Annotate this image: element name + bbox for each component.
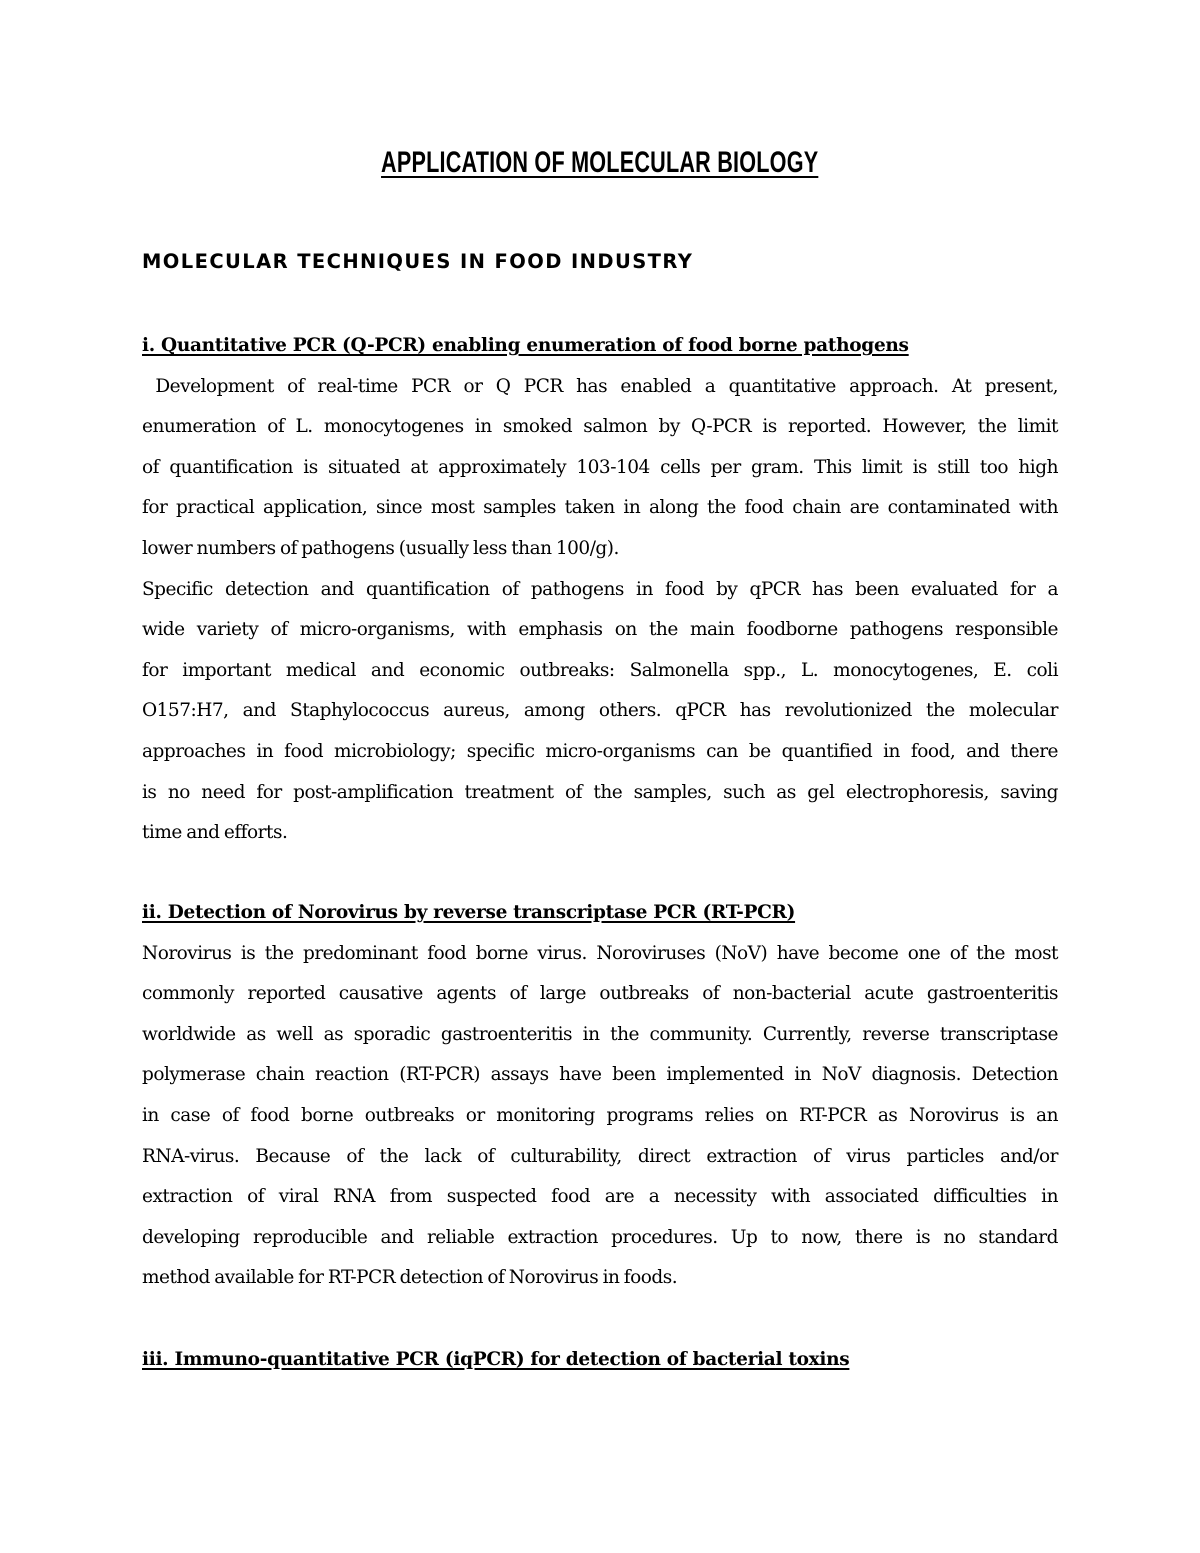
text-line: Specific detection and quantification of pathogens in food by qPCR has been evaluated for a	[142, 578, 1058, 600]
text-line: for practical application, since most samples taken in along the food chain are contaminated with	[142, 497, 1058, 519]
text-line: approaches in food microbiology; specific micro-organisms can be quantified in food, and there	[142, 740, 1058, 762]
text-line: worldwide as well as sporadic gastroenteritis in the community. Currently, reverse transcriptase	[142, 1023, 1058, 1045]
text-line: O157:H7, and Staphylococcus aureus, among others. qPCR has revolutionized the molecular	[142, 700, 1058, 722]
page-title	[0, 146, 1200, 180]
text-line: extraction of viral RNA from suspected food are a necessity with associated difficulties in	[142, 1186, 1058, 1208]
text-line: in case of food borne outbreaks or monitoring programs relies on RT-PCR as Norovirus is an	[142, 1104, 1058, 1126]
section-heading: ii. Detection of Norovirus by reverse transcriptase PCR (RT-PCR)	[142, 902, 796, 923]
text-line: polymerase chain reaction (RT-PCR) assays have been implemented in NoV diagnosis. Detection	[142, 1064, 1058, 1086]
text-line: for important medical and economic outbreaks: Salmonella spp., L. monocytogenes, E. coli	[142, 659, 1058, 681]
subtitle: MOLECULAR TECHNIQUES IN FOOD INDUSTRY	[142, 250, 694, 273]
text-line: time and efforts.	[142, 822, 288, 844]
text-line: commonly reported causative agents of large outbreaks of non-bacterial acute gastroenteritis	[142, 983, 1058, 1005]
text-line: lower numbers of pathogens (usually less than 100/g).	[142, 537, 619, 559]
text-line: wide variety of micro-organisms, with emphasis on the main foodborne pathogens responsible	[142, 619, 1058, 641]
section-qpcr	[142, 326, 1058, 854]
text-line: developing reproducible and reliable extraction procedures. Up to now, there is no standard	[142, 1226, 1058, 1248]
title-text: APPLICATION OF MOLECULAR BIOLOGY	[381, 146, 819, 179]
text-line: method available for RT-PCR detection of Norovirus in foods.	[142, 1267, 678, 1289]
section-heading: iii. Immuno-quantitative PCR (iqPCR) for detection of bacterial toxins	[142, 1349, 850, 1370]
section-heading: i. Quantitative PCR (Q-PCR) enabling enumeration of food borne pathogens	[142, 335, 909, 356]
text-line: RNA-virus. Because of the lack of culturability, direct extraction of virus particles and/or	[142, 1145, 1058, 1167]
text-line: enumeration of L. monocytogenes in smoked salmon by Q-PCR is reported. However, the limit	[142, 416, 1058, 438]
text-line: of quantification is situated at approximately 103-104 cells per gram. This limit is still too high	[142, 456, 1058, 478]
text-line: is no need for post-amplification treatment of the samples, such as gel electrophoresis, saving	[142, 781, 1058, 803]
section-iqpcr	[142, 1340, 1058, 1381]
text-line: Development of real-time PCR or Q PCR has enabled a quantitative approach. At present,	[142, 375, 1058, 397]
section-rtpcr	[142, 893, 1058, 1299]
text-line: Norovirus is the predominant food borne virus. Noroviruses (NoV) have become one of the most	[142, 942, 1058, 964]
